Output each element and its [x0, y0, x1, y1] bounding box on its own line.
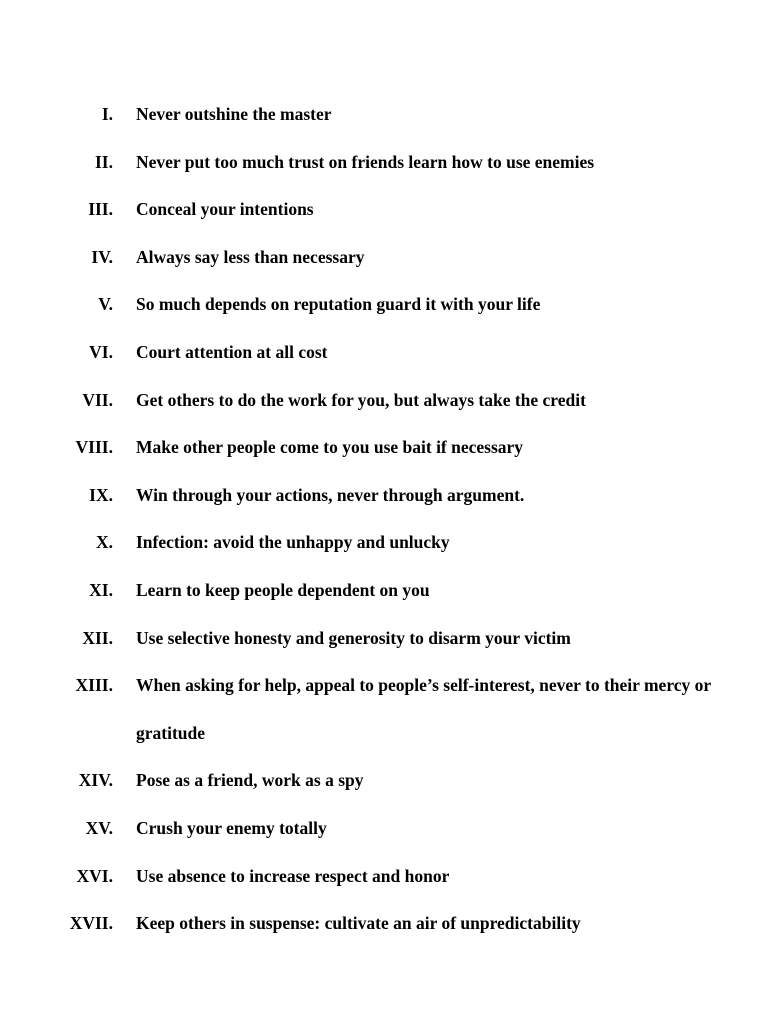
item-numeral: XIV.	[78, 770, 113, 791]
list-item	[0, 424, 768, 472]
item-text: Always say less than necessary	[136, 246, 365, 267]
list-item	[0, 377, 768, 425]
list-item	[0, 567, 768, 615]
list-item	[0, 900, 768, 948]
item-numeral: IV.	[91, 246, 113, 267]
item-text: Learn to keep people dependent on you	[136, 579, 430, 600]
item-numeral: II.	[95, 151, 113, 172]
list-item	[0, 757, 768, 805]
item-text: So much depends on reputation guard it with your life	[136, 294, 541, 315]
item-text: Crush your enemy totally	[136, 817, 327, 838]
list-item	[0, 853, 768, 901]
item-numeral: VII.	[82, 389, 113, 410]
item-numeral: VIII.	[75, 437, 113, 458]
list-item	[0, 281, 768, 329]
item-numeral: XVII.	[69, 913, 113, 934]
item-numeral: XVI.	[76, 865, 113, 886]
item-text: Use absence to increase respect and honor	[136, 865, 450, 886]
list-item	[0, 186, 768, 234]
list-item	[0, 472, 768, 520]
item-numeral: IX.	[89, 484, 113, 505]
item-text: Use selective honesty and generosity to disarm your victim	[136, 627, 571, 648]
list-item	[0, 329, 768, 377]
item-text: Keep others in suspense: cultivate an air of unpredictability	[136, 913, 581, 934]
item-text: Infection: avoid the unhappy and unlucky	[136, 532, 450, 553]
item-numeral: XIII.	[75, 675, 113, 696]
item-text: Win through your actions, never through argument.	[136, 484, 525, 505]
list-item	[0, 662, 768, 757]
item-text: Get others to do the work for you, but always take the credit	[136, 389, 586, 410]
item-text: Conceal your intentions	[136, 199, 314, 220]
list-item	[0, 139, 768, 187]
item-text: Never put too much trust on friends learn how to use enemies	[136, 151, 595, 172]
list-item	[0, 615, 768, 663]
item-numeral: III.	[88, 199, 113, 220]
item-numeral: VI.	[89, 341, 113, 362]
item-text: Never outshine the master	[136, 104, 332, 124]
item-numeral: X.	[95, 532, 113, 553]
item-numeral: XV.	[85, 817, 113, 838]
list-item	[0, 519, 768, 567]
item-numeral: V.	[98, 294, 113, 315]
item-numeral: I.	[101, 104, 113, 124]
item-numeral: XI.	[89, 579, 113, 600]
item-numeral: XII.	[82, 627, 113, 648]
list-item	[0, 234, 768, 282]
item-text: When asking for help, appeal to people’s self-interest, never to their mercy or gratitude	[136, 675, 711, 743]
list-item	[0, 91, 768, 139]
item-text: Pose as a friend, work as a spy	[136, 770, 364, 791]
item-text: Court attention at all cost	[136, 341, 328, 362]
item-text: Make other people come to you use bait if necessary	[136, 437, 524, 458]
list-item	[0, 805, 768, 853]
numbered-list	[0, 91, 768, 948]
